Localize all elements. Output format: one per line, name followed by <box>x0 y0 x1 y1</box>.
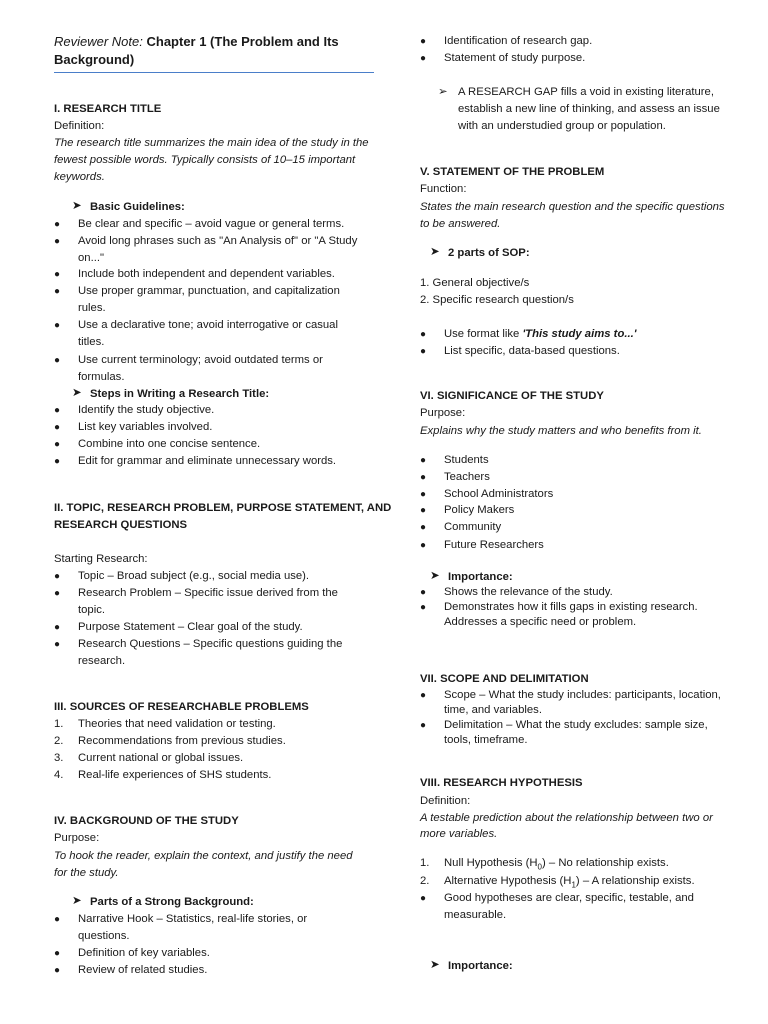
bullet-icon: ● <box>54 456 61 467</box>
gap-note: A RESEARCH GAP fills a void in existing literature, <box>458 86 714 98</box>
list-item: topic. <box>78 604 106 616</box>
section-heading: I. RESEARCH TITLE <box>54 103 162 115</box>
list-item: Use proper grammar, punctuation, and capitalization <box>78 285 340 297</box>
null-hypothesis-b: ) – No relationship exists. <box>542 857 669 869</box>
page-title <box>54 33 384 69</box>
subheading: 2 parts of SOP: <box>448 247 530 259</box>
list-item <box>444 327 636 342</box>
starting-label: Starting Research: <box>54 553 148 565</box>
list-item <box>444 856 669 874</box>
list-item: List specific, data-based questions. <box>444 345 620 357</box>
function-text: to be answered. <box>420 218 501 230</box>
definition-text: The research title summarizes the main idea of the study in the <box>54 137 369 149</box>
bullet-icon: ● <box>420 522 427 533</box>
definition-text: keywords. <box>54 171 105 183</box>
list-item: Use a declarative tone; avoid interrogative or casual <box>78 319 338 331</box>
arrow-bullet-icon: ➤ <box>430 246 440 258</box>
list-item: Topic – Broad subject (e.g., social media use). <box>78 570 310 582</box>
bullet-icon: ● <box>420 472 427 483</box>
bullet-icon: ● <box>420 540 427 551</box>
bullet-icon: ● <box>420 587 427 598</box>
gap-note: with an understudied group or population. <box>458 120 666 132</box>
sop-part: 1. General objective/s <box>420 277 530 289</box>
null-sub: 0 <box>537 862 542 872</box>
gap-note: establish a new line of thinking, and assess an issue <box>458 103 720 115</box>
bullet-icon: ● <box>54 219 61 230</box>
list-number: 1. <box>420 857 430 869</box>
bullet-icon: ● <box>54 639 61 650</box>
bullet-icon: ● <box>54 948 61 959</box>
list-item: Delimitation – What the study excludes: sample size, <box>444 719 708 731</box>
list-item: Identification of research gap. <box>444 35 593 47</box>
list-item: Definition of key variables. <box>78 947 210 959</box>
section-heading: VI. SIGNIFICANCE OF THE STUDY <box>420 390 604 402</box>
bullet-icon: ● <box>420 455 427 466</box>
list-item: Research Questions – Specific questions guiding the <box>78 638 343 650</box>
list-item: Future Researchers <box>444 539 544 551</box>
list-item: questions. <box>78 930 130 942</box>
bullet-icon: ● <box>420 505 427 516</box>
section-heading: VIII. RESEARCH HYPOTHESIS <box>420 777 583 789</box>
bullet-icon: ● <box>420 329 427 340</box>
list-item: Students <box>444 454 489 466</box>
bullet-icon: ● <box>420 893 427 904</box>
definition-label: Definition: <box>54 120 105 132</box>
sop-part: 2. Specific research question/s <box>420 294 574 306</box>
list-item: titles. <box>78 336 105 348</box>
bullet-icon: ● <box>420 346 427 357</box>
list-item: rules. <box>78 302 106 314</box>
bullet-icon: ● <box>420 36 427 47</box>
list-item: tools, timeframe. <box>444 734 528 746</box>
list-number: 2. <box>420 875 430 887</box>
list-item <box>444 874 695 892</box>
list-item: Purpose Statement – Clear goal of the study. <box>78 621 303 633</box>
list-item: Teachers <box>444 471 490 483</box>
bullet-icon: ● <box>420 690 427 701</box>
list-item: Be clear and specific – avoid vague or general terms. <box>78 218 345 230</box>
list-item: Shows the relevance of the study. <box>444 586 613 598</box>
list-item: Community <box>444 521 502 533</box>
alt-hypothesis-b: ) – A relationship exists. <box>575 875 695 887</box>
function-text: States the main research question and the specific questions <box>420 201 725 213</box>
null-hypothesis-a: Null Hypothesis (H <box>444 857 538 869</box>
bullet-icon: ● <box>54 965 61 976</box>
list-item: Statement of study purpose. <box>444 52 586 64</box>
list-item: formulas. <box>78 371 125 383</box>
list-item: Avoid long phrases such as "An Analysis of" or "A Study <box>78 235 358 247</box>
bullet-icon: ● <box>54 355 61 366</box>
list-item: Review of related studies. <box>78 964 208 976</box>
title-underline <box>54 72 374 73</box>
purpose-label: Purpose: <box>420 407 466 419</box>
subheading: Parts of a Strong Background: <box>90 896 254 908</box>
alt-hypothesis-a: Alternative Hypothesis (H <box>444 875 572 887</box>
section-heading: IV. BACKGROUND OF THE STUDY <box>54 815 239 827</box>
bullet-icon: ● <box>54 622 61 633</box>
format-prefix: Use format like <box>444 328 523 340</box>
list-item: Scope – What the study includes: participants, location, <box>444 689 721 701</box>
bullet-icon: ● <box>420 489 427 500</box>
list-item: Policy Makers <box>444 504 515 516</box>
definition-text: A testable prediction about the relationship between two or <box>420 812 713 824</box>
list-item: on..." <box>78 252 104 264</box>
alt-sub: 1 <box>571 880 576 890</box>
bullet-icon: ● <box>54 588 61 599</box>
bullet-icon: ● <box>420 53 427 64</box>
list-item: time, and variables. <box>444 704 542 716</box>
subheading: Importance: <box>448 571 513 583</box>
purpose-label: Purpose: <box>54 832 100 844</box>
list-number: 2. <box>54 735 64 747</box>
bullet-icon: ● <box>54 269 61 280</box>
list-item: research. <box>78 655 126 667</box>
bullet-icon: ● <box>54 236 61 247</box>
definition-text: more variables. <box>420 828 498 840</box>
title-prefix: Reviewer Note: <box>54 34 143 49</box>
arrow-bullet-icon: ➤ <box>72 387 82 399</box>
list-item: Combine into one concise sentence. <box>78 438 261 450</box>
purpose-text: for the study. <box>54 867 119 879</box>
list-item: Good hypotheses are clear, specific, testable, and <box>444 892 694 904</box>
bullet-icon: ● <box>54 405 61 416</box>
list-item: Use current terminology; avoid outdated terms or <box>78 354 323 366</box>
bullet-icon: ● <box>420 602 427 613</box>
arrow-bullet-icon: ➢ <box>438 86 448 98</box>
list-item: Research Problem – Specific issue derived from the <box>78 587 338 599</box>
list-item: School Administrators <box>444 488 554 500</box>
purpose-text: To hook the reader, explain the context, and justify the need <box>54 850 353 862</box>
definition-text: fewest possible words. Typically consists of 10–15 important <box>54 154 356 166</box>
arrow-bullet-icon: ➤ <box>72 200 82 212</box>
format-example: 'This study aims to...' <box>522 328 637 340</box>
arrow-bullet-icon: ➤ <box>72 895 82 907</box>
list-number: 3. <box>54 752 64 764</box>
bullet-icon: ● <box>54 320 61 331</box>
list-number: 1. <box>54 718 64 730</box>
subheading: Importance: <box>448 960 513 972</box>
list-item: Demonstrates how it fills gaps in existing research. <box>444 601 698 613</box>
list-number: 4. <box>54 769 64 781</box>
section-heading: II. TOPIC, RESEARCH PROBLEM, PURPOSE STATEMENT, AND <box>54 502 392 514</box>
bullet-icon: ● <box>54 286 61 297</box>
bullet-icon: ● <box>54 439 61 450</box>
list-item: Theories that need validation or testing. <box>78 718 276 730</box>
subheading: Basic Guidelines: <box>90 201 185 213</box>
arrow-bullet-icon: ➤ <box>430 959 440 971</box>
bullet-icon: ● <box>54 914 61 925</box>
section-heading: RESEARCH QUESTIONS <box>54 519 188 531</box>
purpose-text: Explains why the study matters and who benefits from it. <box>420 425 702 437</box>
section-heading: III. SOURCES OF RESEARCHABLE PROBLEMS <box>54 701 309 713</box>
function-label: Function: <box>420 183 467 195</box>
section-heading: VII. SCOPE AND DELIMITATION <box>420 673 589 685</box>
list-item: Addresses a specific need or problem. <box>444 616 637 628</box>
list-item: Identify the study objective. <box>78 404 215 416</box>
list-item: Real-life experiences of SHS students. <box>78 769 272 781</box>
list-item: Edit for grammar and eliminate unnecessary words. <box>78 455 337 467</box>
bullet-icon: ● <box>420 720 427 731</box>
subheading: Steps in Writing a Research Title: <box>90 388 270 400</box>
list-item: Recommendations from previous studies. <box>78 735 286 747</box>
bullet-icon: ● <box>54 422 61 433</box>
section-heading: V. STATEMENT OF THE PROBLEM <box>420 166 605 178</box>
list-item: Current national or global issues. <box>78 752 244 764</box>
arrow-bullet-icon: ➤ <box>430 570 440 582</box>
list-item: Narrative Hook – Statistics, real-life stories, or <box>78 913 308 925</box>
list-item: List key variables involved. <box>78 421 213 433</box>
title-text: Chapter 1 (The Problem and Its Background) <box>54 34 339 67</box>
definition-label: Definition: <box>420 795 471 807</box>
list-item: measurable. <box>444 909 507 921</box>
bullet-icon: ● <box>54 571 61 582</box>
list-item: Include both independent and dependent variables. <box>78 268 335 280</box>
